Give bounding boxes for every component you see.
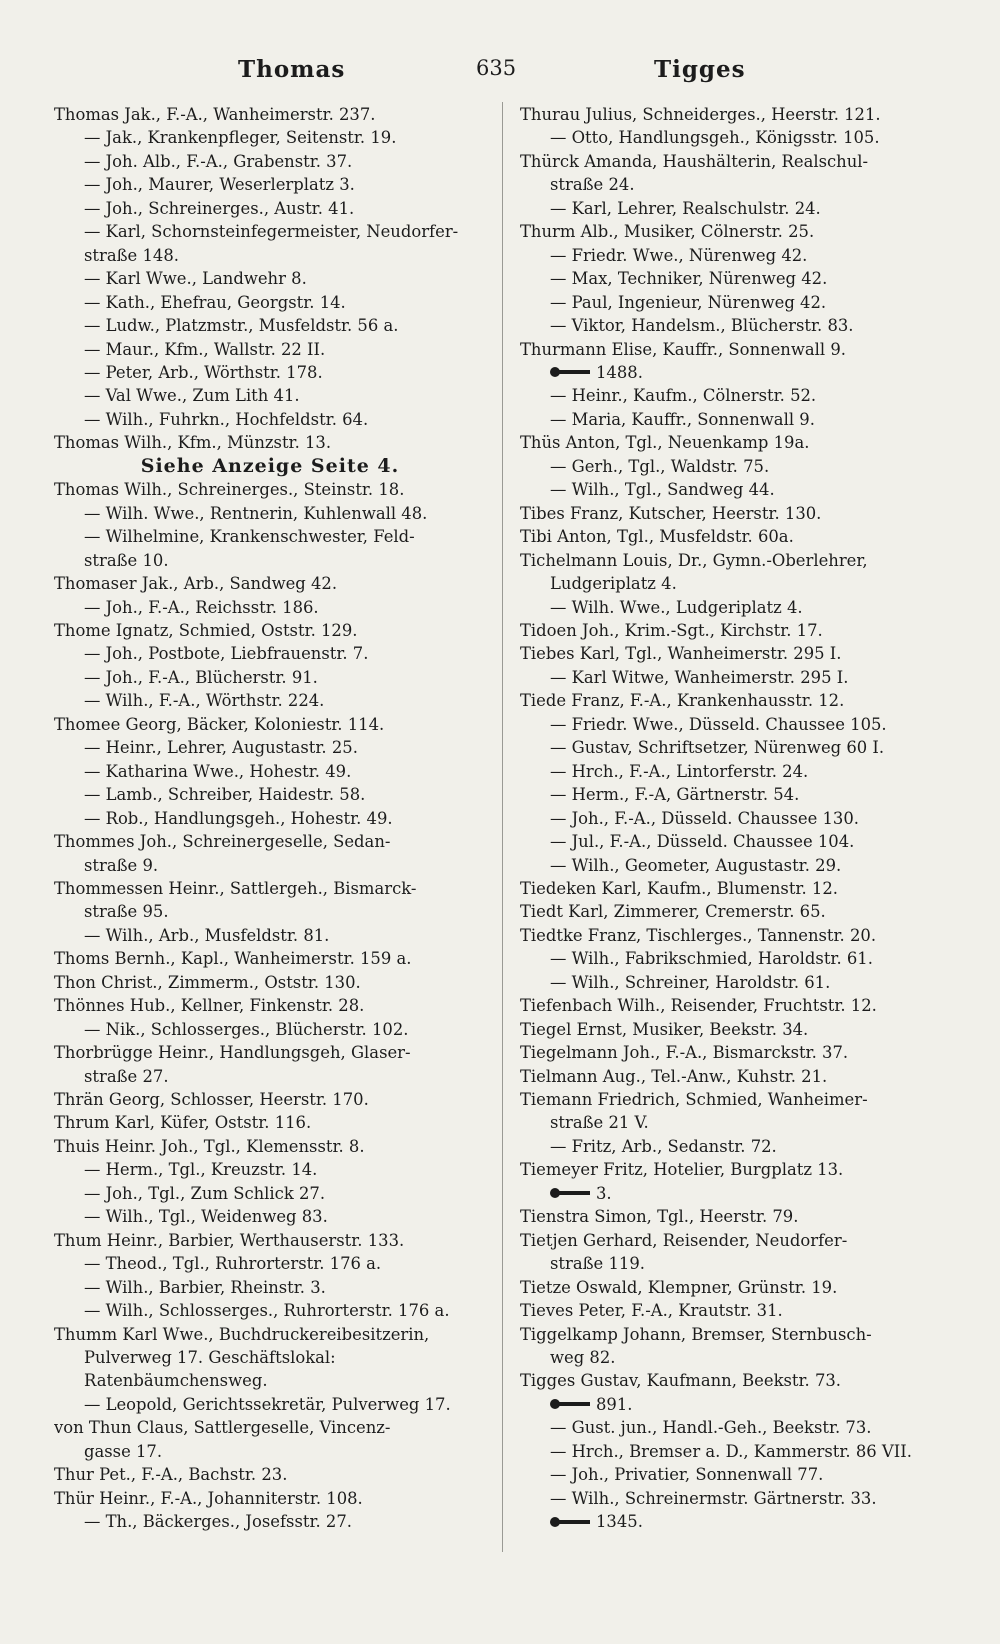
entry-text: Thomas Jak., F.-A., Wanheimerstr. 237. [54, 105, 376, 124]
directory-subentry [520, 455, 948, 478]
directory-subentry [520, 1463, 948, 1486]
entry-text: — Joh., Schreinerges., Austr. 41. [84, 198, 355, 218]
directory-entry-continuation [520, 1252, 948, 1275]
directory-subentry [54, 596, 486, 619]
entry-text: Thumm Karl Wwe., Buchdruckereibesitzerin, [54, 1324, 430, 1344]
directory-entry [520, 1323, 948, 1346]
entry-text: Siehe Anzeige Seite 4. [140, 454, 400, 477]
directory-subentry [54, 220, 486, 243]
entry-text: Thomas Wilh., Kfm., Münzstr. 13. [54, 433, 332, 453]
entry-text: Thürck Amanda, Haushälterin, Realschul- [520, 151, 869, 171]
entry-text: — Leopold, Gerichtssekretär, Pulverweg 17. [84, 1394, 451, 1414]
directory-entry [520, 1088, 948, 1111]
entry-text: — Nik., Schlosserges., Blücherstr. 102. [84, 1019, 409, 1039]
entry-text: Tichelmann Louis, Dr., Gymn.-Oberlehrer, [520, 550, 868, 570]
entry-text: Thurm Alb., Musiker, Cölnerstr. 25. [520, 222, 815, 242]
entry-text: Tieves Peter, F.-A., Krautstr. 31. [520, 1301, 783, 1321]
directory-entry [54, 478, 486, 501]
entry-text: Thuis Heinr. Joh., Tgl., Klemensstr. 8. [54, 1136, 365, 1156]
entry-text: Thönnes Hub., Kellner, Finkenstr. 28. [54, 996, 365, 1016]
directory-subentry [54, 666, 486, 689]
entry-text: 3. [596, 1183, 612, 1203]
entry-text: — Peter, Arb., Wörthstr. 178. [84, 362, 323, 382]
directory-subentry [520, 384, 948, 407]
entry-text: — Hrch., Bremser a. D., Kammerstr. 86 VII. [550, 1441, 912, 1461]
directory-subentry [54, 1252, 486, 1275]
entry-text: — Wilh. Wwe., Ludgeriplatz 4. [550, 597, 803, 617]
directory-entry [54, 1487, 486, 1510]
entry-text: Tiedeken Karl, Kaufm., Blumenstr. 12. [520, 878, 838, 898]
entry-text: — Gust. jun., Handl.-Geh., Beekstr. 73. [550, 1418, 872, 1438]
entry-text: Thorbrügge Heinr., Handlungsgeh, Glaser- [54, 1043, 411, 1063]
entry-text: — Hrch., F.-A., Lintorferstr. 24. [550, 761, 809, 781]
entry-text: Thommes Joh., Schreinergeselle, Sedan- [54, 832, 391, 852]
entry-text: Tibes Franz, Kutscher, Heerstr. 130. [520, 503, 822, 523]
entry-text: — Jul., F.-A., Düsseld. Chaussee 104. [550, 832, 855, 852]
directory-subentry [520, 1487, 948, 1510]
entry-text: — Wilh., F.-A., Wörthstr. 224. [84, 691, 325, 711]
directory-subentry [54, 1276, 486, 1299]
directory-subentry [54, 783, 486, 806]
entry-text: — Wilh., Tgl., Weidenweg 83. [84, 1207, 328, 1227]
entry-text: Thon Christ., Zimmerm., Oststr. 130. [54, 972, 361, 992]
telephone-hand-icon [550, 1398, 590, 1410]
entry-text: — Wilh., Geometer, Augustastr. 29. [550, 855, 842, 875]
entry-text: Tiegelmann Joh., F.-A., Bismarckstr. 37. [520, 1043, 849, 1063]
entry-text: — Maria, Kauffr., Sonnenwall 9. [550, 409, 815, 429]
directory-entry-continuation [54, 1440, 486, 1463]
header-left-keyword: Thomas [238, 56, 346, 83]
directory-subentry [520, 666, 948, 689]
telephone-number [520, 1182, 948, 1205]
directory-entry [520, 877, 948, 900]
directory-entry [520, 1299, 948, 1322]
entry-text: — Wilh., Schreiner, Haroldstr. 61. [550, 972, 831, 992]
directory-entry [54, 1135, 486, 1158]
entry-text: — Wilh., Schreinermstr. Gärtnerstr. 33. [550, 1488, 877, 1508]
directory-subentry [520, 267, 948, 290]
directory-entry [520, 1065, 948, 1088]
entry-text: — Karl Witwe, Wanheimerstr. 295 I. [550, 667, 849, 687]
directory-subentry [520, 478, 948, 501]
directory-entry [520, 502, 948, 525]
entry-text: — Joh., Tgl., Zum Schlick 27. [84, 1183, 326, 1203]
entry-text: Tiggelkamp Johann, Bremser, Sternbusch- [520, 1324, 872, 1344]
entry-text: Tigges Gustav, Kaufmann, Beekstr. 73. [520, 1371, 842, 1391]
directory-subentry [54, 126, 486, 149]
directory-entry [520, 150, 948, 173]
entry-text: — Ludw., Platzmstr., Musfeldstr. 56 a. [84, 316, 399, 336]
entry-text: Thur Pet., F.-A., Bachstr. 23. [54, 1465, 288, 1485]
directory-entry-continuation [54, 1346, 486, 1369]
entry-text: gasse 17. [84, 1441, 163, 1461]
directory-subentry [54, 760, 486, 783]
directory-subentry [520, 408, 948, 431]
directory-subentry [520, 854, 948, 877]
entry-text: von Thun Claus, Sattlergeselle, Vincenz- [54, 1418, 391, 1438]
entry-text: — Karl Wwe., Landwehr 8. [84, 269, 307, 289]
directory-entry [520, 1041, 948, 1064]
entry-text: — Wilh., Fuhrkn., Hochfeldstr. 64. [84, 409, 369, 429]
entry-text: Tiegel Ernst, Musiker, Beekstr. 34. [520, 1019, 809, 1039]
entry-text: straße 21 V. [550, 1113, 649, 1133]
directory-subentry [520, 783, 948, 806]
directory-entry [520, 431, 948, 454]
entry-text: — Fritz, Arb., Sedanstr. 72. [550, 1136, 777, 1156]
directory-entry [520, 619, 948, 642]
entry-text: Tidoen Joh., Krim.-Sgt., Kirchstr. 17. [520, 620, 823, 640]
directory-subentry [520, 713, 948, 736]
directory-entry [520, 549, 948, 572]
entry-text: Thum Heinr., Barbier, Werthauserstr. 133. [54, 1230, 405, 1250]
entry-text: Thoms Bernh., Kapl., Wanheimerstr. 159 a. [54, 949, 412, 969]
directory-entry [54, 1416, 486, 1439]
entry-text: — Wilh., Tgl., Sandweg 44. [550, 480, 775, 500]
entry-text: — Wilh., Fabrikschmied, Haroldstr. 61. [550, 949, 873, 969]
page-number: 635 [476, 56, 517, 80]
directory-entry [54, 947, 486, 970]
directory-entry [520, 220, 948, 243]
directory-entry [520, 1158, 948, 1181]
entry-text: — Gustav, Schriftsetzer, Nürenweg 60 I. [550, 738, 885, 758]
directory-entry [54, 1041, 486, 1064]
directory-entry-continuation [520, 572, 948, 595]
entry-text: weg 82. [550, 1348, 616, 1368]
entry-text: — Maur., Kfm., Wallstr. 22 II. [84, 339, 326, 359]
entry-text: — Paul, Ingenieur, Nürenweg 42. [550, 292, 827, 312]
directory-entry [520, 103, 948, 126]
directory-entry [520, 924, 948, 947]
entry-text: Thomaser Jak., Arb., Sandweg 42. [54, 574, 338, 594]
entry-text: — Max, Techniker, Nürenweg 42. [550, 269, 828, 289]
directory-entry [54, 1463, 486, 1486]
directory-subentry [520, 1135, 948, 1158]
directory-entry-continuation [520, 1346, 948, 1369]
entry-text: — Val Wwe., Zum Lith 41. [84, 386, 300, 406]
directory-entry [54, 1323, 486, 1346]
right-column [520, 103, 948, 1534]
directory-subentry [54, 314, 486, 337]
entry-text: — Karl, Schornsteinfegermeister, Neudorfer- [84, 222, 459, 242]
directory-entry-continuation [54, 1369, 486, 1392]
directory-subentry [520, 760, 948, 783]
entry-text: Tienstra Simon, Tgl., Heerstr. 79. [520, 1207, 799, 1227]
directory-entry-continuation [520, 173, 948, 196]
telephone-number [520, 1510, 948, 1533]
entry-text: — Lamb., Schreiber, Haidestr. 58. [84, 785, 366, 805]
directory-entry [54, 713, 486, 736]
entry-text: Tiede Franz, F.-A., Krankenhausstr. 12. [520, 691, 845, 711]
directory-subentry [54, 197, 486, 220]
advertisement-notice [54, 455, 486, 478]
entry-text: Ratenbäumchensweg. [84, 1371, 268, 1391]
telephone-number [520, 1393, 948, 1416]
entry-text: — Heinr., Kaufm., Cölnerstr. 52. [550, 386, 817, 406]
directory-entry-continuation [520, 1111, 948, 1134]
directory-subentry [54, 291, 486, 314]
directory-subentry [54, 807, 486, 830]
entry-text: Pulverweg 17. Geschäftslokal: [84, 1348, 336, 1368]
directory-entry-continuation [54, 900, 486, 923]
entry-text: Thomas Wilh., Schreinerges., Steinstr. 18. [54, 480, 405, 500]
directory-entry-continuation [54, 854, 486, 877]
entry-text: — Wilhelmine, Krankenschwester, Feld- [84, 527, 415, 547]
entry-text: — Wilh., Schlosserges., Ruhrorterstr. 176 a. [84, 1301, 450, 1321]
directory-subentry [54, 1018, 486, 1041]
entry-text: Tiemeyer Fritz, Hotelier, Burgplatz 13. [520, 1160, 844, 1180]
entry-text: Thurau Julius, Schneiderges., Heerstr. 121. [520, 105, 881, 124]
directory-subentry [520, 1416, 948, 1439]
page-header [0, 56, 1000, 92]
entry-text: Thür Heinr., F.-A., Johanniterstr. 108. [54, 1488, 363, 1508]
directory-entry [520, 338, 948, 361]
directory-subentry [54, 1182, 486, 1205]
column-divider [502, 102, 503, 1552]
header-right-keyword: Tigges [654, 56, 746, 83]
directory-subentry [520, 736, 948, 759]
directory-entry [520, 1205, 948, 1228]
directory-subentry [54, 502, 486, 525]
entry-text: Tibi Anton, Tgl., Musfeldstr. 60a. [520, 527, 794, 547]
directory-subentry [520, 971, 948, 994]
entry-text: straße 10. [84, 550, 169, 570]
directory-subentry [54, 173, 486, 196]
directory-entry [54, 877, 486, 900]
directory-entry-continuation [54, 1065, 486, 1088]
directory-entry [520, 994, 948, 1017]
directory-subentry [54, 267, 486, 290]
directory-entry [54, 619, 486, 642]
directory-subentry [54, 525, 486, 548]
entry-text: — Th., Bäckerges., Josefsstr. 27. [84, 1512, 352, 1532]
directory-subentry [54, 361, 486, 384]
directory-entry [54, 572, 486, 595]
entry-text: — Herm., F.-A, Gärtnerstr. 54. [550, 785, 800, 805]
entry-text: — Wilh., Arb., Musfeldstr. 81. [84, 925, 330, 945]
directory-entry [54, 1111, 486, 1134]
entry-text: straße 9. [84, 855, 159, 875]
directory-subentry [520, 291, 948, 314]
entry-text: — Joh., Privatier, Sonnenwall 77. [550, 1465, 824, 1485]
entry-text: — Herm., Tgl., Kreuzstr. 14. [84, 1160, 318, 1180]
directory-entry [520, 525, 948, 548]
entry-text: straße 119. [550, 1254, 645, 1274]
entry-text: Tiedtke Franz, Tischlerges., Tannenstr. 20. [520, 925, 877, 945]
directory-subentry [54, 642, 486, 665]
entry-text: — Joh., F.-A., Düsseld. Chaussee 130. [550, 808, 859, 828]
directory-subentry [54, 736, 486, 759]
directory-entry [520, 1018, 948, 1041]
entry-text: straße 24. [550, 175, 635, 195]
directory-subentry [520, 1440, 948, 1463]
directory-subentry [520, 807, 948, 830]
entry-text: — Wilh., Barbier, Rheinstr. 3. [84, 1277, 326, 1297]
entry-text: — Joh., Postbote, Liebfrauenstr. 7. [84, 644, 369, 664]
entry-text: Tiedt Karl, Zimmerer, Cremerstr. 65. [520, 902, 826, 922]
entry-text: — Joh., F.-A., Reichsstr. 186. [84, 597, 319, 617]
directory-subentry [54, 1158, 486, 1181]
directory-entry-continuation [54, 549, 486, 572]
entry-text: Thurmann Elise, Kauffr., Sonnenwall 9. [520, 339, 846, 359]
directory-entry-continuation [54, 244, 486, 267]
directory-entry [54, 431, 486, 454]
entry-text: — Joh. Alb., F.-A., Grabenstr. 37. [84, 151, 353, 171]
entry-text: — Joh., Maurer, Weserlerplatz 3. [84, 175, 355, 195]
directory-subentry [54, 924, 486, 947]
directory-subentry [520, 126, 948, 149]
entry-text: straße 95. [84, 902, 169, 922]
entry-text: — Wilh. Wwe., Rentnerin, Kuhlenwall 48. [84, 503, 428, 523]
entry-text: — Karl, Lehrer, Realschulstr. 24. [550, 198, 821, 218]
entry-text: — Friedr. Wwe., Düsseld. Chaussee 105. [550, 714, 887, 734]
entry-text: Thomee Georg, Bäcker, Koloniestr. 114. [54, 714, 385, 734]
entry-text: 1488. [596, 362, 643, 382]
entry-text: Thome Ignatz, Schmied, Oststr. 129. [54, 620, 358, 640]
directory-entry [54, 1229, 486, 1252]
telephone-hand-icon [550, 1187, 590, 1199]
entry-text: Tietze Oswald, Klempner, Grünstr. 19. [520, 1277, 838, 1297]
left-column [54, 103, 486, 1534]
directory-entry [54, 830, 486, 853]
entry-text: — Otto, Handlungsgeh., Königsstr. 105. [550, 128, 880, 148]
entry-text: 1345. [596, 1512, 643, 1532]
entry-text: — Rob., Handlungsgeh., Hohestr. 49. [84, 808, 393, 828]
directory-entry [520, 689, 948, 712]
directory-subentry [54, 338, 486, 361]
directory-subentry [54, 1393, 486, 1416]
directory-subentry [520, 947, 948, 970]
entry-text: — Jak., Krankenpfleger, Seitenstr. 19. [84, 128, 397, 148]
entry-text: Thommessen Heinr., Sattlergeh., Bismarck- [54, 878, 417, 898]
entry-text: Thrän Georg, Schlosser, Heerstr. 170. [54, 1090, 369, 1110]
entry-text: straße 27. [84, 1066, 169, 1086]
directory-subentry [54, 408, 486, 431]
entry-text: Tielmann Aug., Tel.-Anw., Kuhstr. 21. [520, 1066, 828, 1086]
entry-text: — Katharina Wwe., Hohestr. 49. [84, 761, 352, 781]
directory-entry [520, 900, 948, 923]
entry-text: — Viktor, Handelsm., Blücherstr. 83. [550, 316, 854, 336]
telephone-number [520, 361, 948, 384]
entry-text: — Kath., Ehefrau, Georgstr. 14. [84, 292, 346, 312]
entry-text: 891. [596, 1394, 633, 1414]
directory-subentry [520, 314, 948, 337]
directory-subentry [520, 197, 948, 220]
entry-text: Tiemann Friedrich, Schmied, Wanheimer- [520, 1090, 868, 1110]
directory-subentry [520, 244, 948, 267]
directory-entry [54, 971, 486, 994]
directory-subentry [54, 1299, 486, 1322]
directory-subentry [54, 1510, 486, 1533]
directory-subentry [54, 150, 486, 173]
directory-subentry [520, 596, 948, 619]
directory-entry [54, 103, 486, 126]
directory-entry [520, 642, 948, 665]
directory-entry [520, 1229, 948, 1252]
entry-text: Thüs Anton, Tgl., Neuenkamp 19a. [520, 433, 810, 453]
telephone-hand-icon [550, 1516, 590, 1528]
entry-text: Ludgeriplatz 4. [550, 574, 677, 594]
entry-text: — Gerh., Tgl., Waldstr. 75. [550, 456, 770, 476]
entry-text: Tiebes Karl, Tgl., Wanheimerstr. 295 I. [520, 644, 842, 664]
entry-text: Thrum Karl, Küfer, Oststr. 116. [54, 1113, 312, 1133]
directory-subentry [520, 830, 948, 853]
directory-subentry [54, 384, 486, 407]
directory-entry [54, 1088, 486, 1111]
directory-entry [520, 1369, 948, 1392]
entry-text: straße 148. [84, 245, 179, 265]
directory-subentry [54, 689, 486, 712]
entry-text: — Theod., Tgl., Ruhrorterstr. 176 a. [84, 1254, 382, 1274]
directory-subentry [54, 1205, 486, 1228]
entry-text: — Friedr. Wwe., Nürenweg 42. [550, 245, 808, 265]
directory-entry [54, 994, 486, 1017]
entry-text: — Heinr., Lehrer, Augustastr. 25. [84, 738, 358, 758]
directory-entry [520, 1276, 948, 1299]
telephone-hand-icon [550, 366, 590, 378]
entry-text: Tiefenbach Wilh., Reisender, Fruchtstr. 12. [520, 996, 877, 1016]
entry-text: — Joh., F.-A., Blücherstr. 91. [84, 667, 318, 687]
entry-text: Tietjen Gerhard, Reisender, Neudorfer- [520, 1230, 848, 1250]
